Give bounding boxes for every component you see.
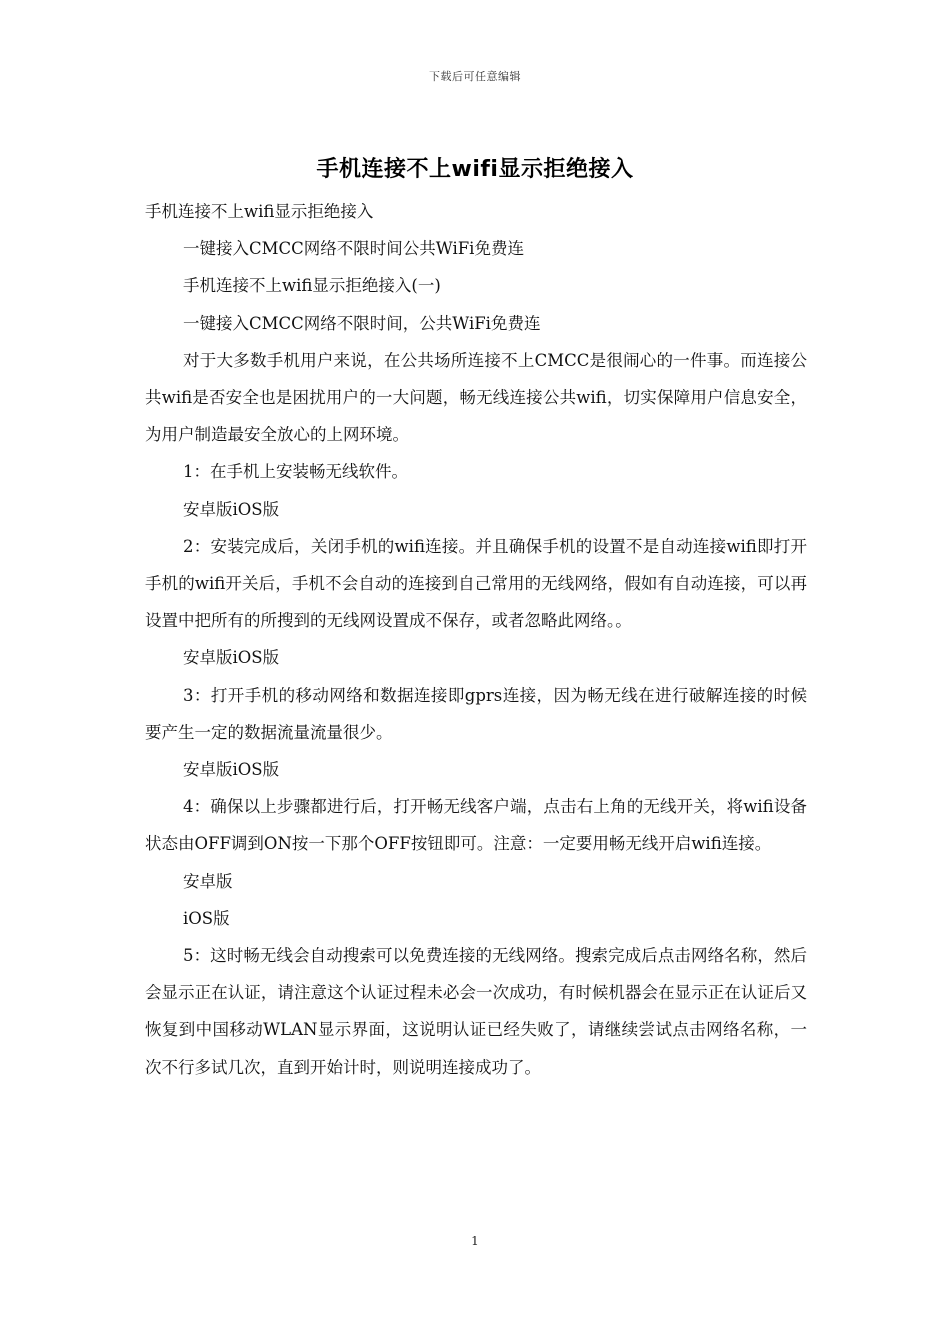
document-body xyxy=(145,193,807,1086)
body-paragraph: 1：在手机上安装畅无线软件。 xyxy=(183,462,408,482)
body-paragraph: 一键接入CMCC网络不限时间公共WiFi免费连 xyxy=(183,239,524,259)
body-paragraph: 手机连接不上wifi显示拒绝接入(一) xyxy=(183,276,441,296)
body-paragraph: 3：打开手机的移动网络和数据连接即gprs连接，因为畅无线在进行破解连接的时候要产生一定的数据流量流量很少。 xyxy=(145,685,807,742)
body-paragraph: 5：这时畅无线会自动搜索可以免费连接的无线网络。搜索完成后点击网络名称，然后会显示正在认证，请注意这个认证过程未必会一次成功，有时候机器会在显示正在认证后又恢复到中国移动WLAN显示界面，这说明认证已经失败了，请继续尝试点击网络名称，一次不行多试几次，直到开始计时，则说明连接成功了。 xyxy=(145,946,807,1077)
body-paragraph: 2：安装完成后，关闭手机的wifi连接。并且确保手机的设置不是自动连接wifi即打开手机的wifi开关后，手机不会自动的连接到自己常用的无线网络，假如有自动连接，可以再设置中把所有的所搜到的无线网设置成不保存，或者忽略此网络。。 xyxy=(145,536,807,631)
body-paragraph: 手机连接不上wifi显示拒绝接入 xyxy=(145,202,374,221)
body-paragraph: 安卓版iOS版 xyxy=(183,499,280,519)
document-title: 手机连接不上wifi显示拒绝接入 xyxy=(316,157,634,182)
body-paragraph: 4：确保以上步骤都进行后，打开畅无线客户端，点击右上角的无线开关，将wifi设备状态由OFF调到ON按一下那个OFF按钮即可。注意：一定要用畅无线开启wifi连接。 xyxy=(145,797,807,854)
body-paragraph: 安卓版 xyxy=(183,871,233,891)
body-paragraph: 一键接入CMCC网络不限时间，公共WiFi免费连 xyxy=(183,313,541,333)
body-paragraph: 安卓版iOS版 xyxy=(183,760,280,780)
body-paragraph: 安卓版iOS版 xyxy=(183,648,280,668)
page-header-note: 下载后可任意编辑 xyxy=(429,70,521,83)
body-paragraph: 对于大多数手机用户来说，在公共场所连接不上CMCC是很闹心的一件事。而连接公共wifi是否安全也是困扰用户的一大问题，畅无线连接公共wifi，切实保障用户信息安全，为用户制造最安全放心的上网环境。 xyxy=(145,350,807,445)
body-paragraph: iOS版 xyxy=(183,908,230,928)
page-number: 1 xyxy=(471,1234,479,1248)
